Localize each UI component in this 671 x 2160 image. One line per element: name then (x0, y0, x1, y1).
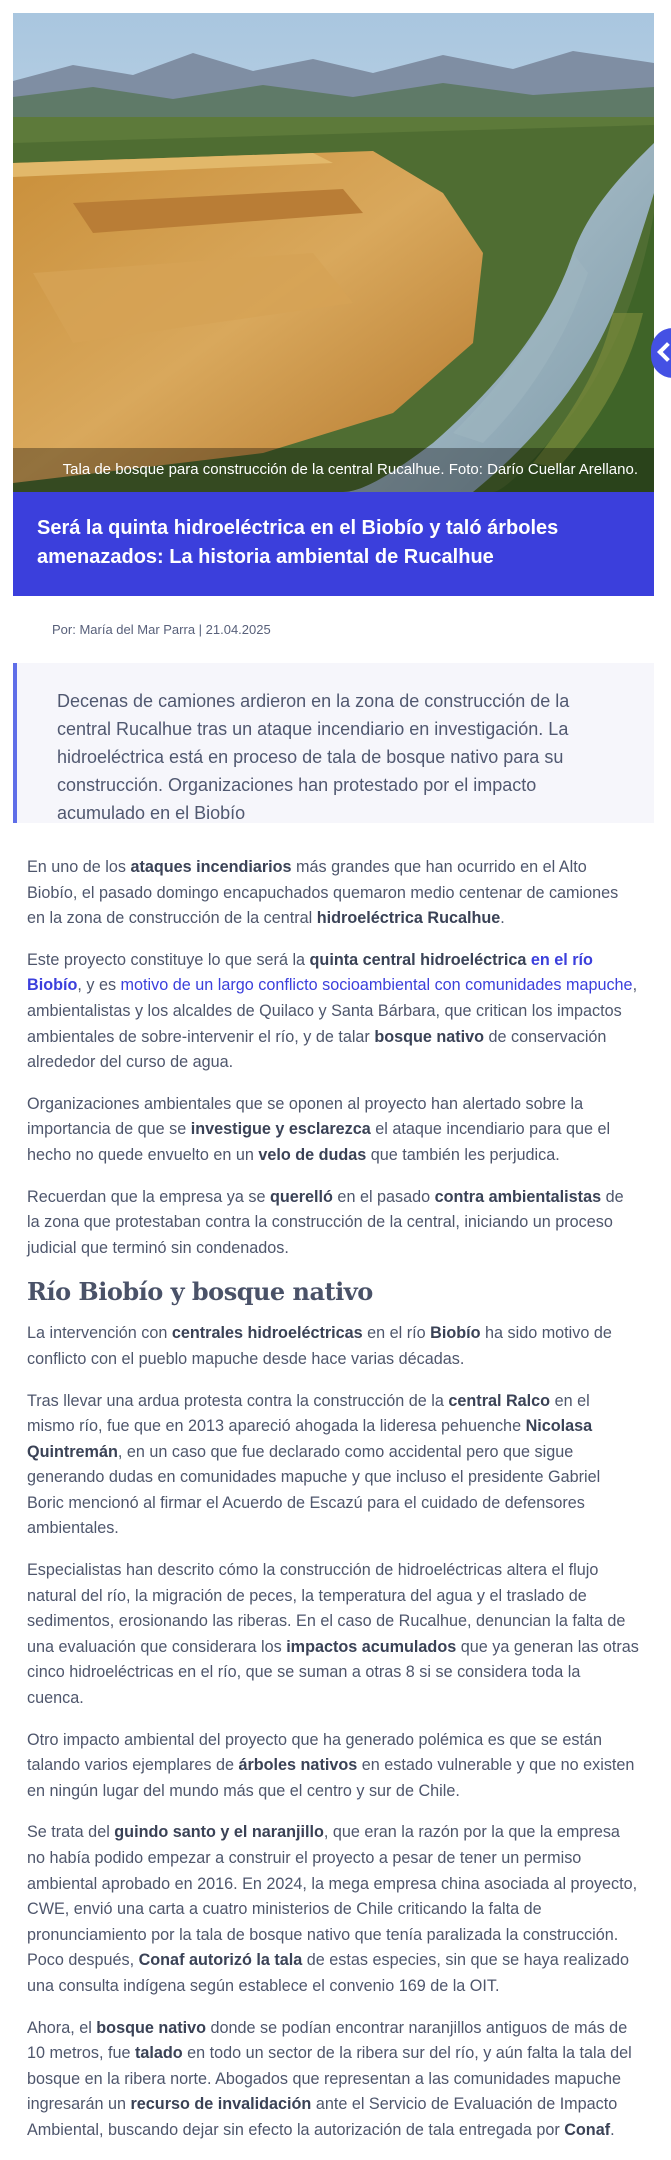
paragraph-5: La intervención con centrales hidroeléctricas en el río Biobío ha sido motivo de conflicto con el pueblo mapuche desde hace varias décadas. (27, 1324, 612, 1368)
paragraph-8: Otro impacto ambiental del proyecto que ha generado polémica es que se están talando varios ejemplares de árboles nativos en estado vulnerable y que no existen en ningún lugar del mundo más que el centro y sur de Chile. (27, 1730, 635, 1800)
link-conflicto-socioambiental[interactable]: motivo de un largo conflicto socioambiental con comunidades mapuche (120, 976, 633, 995)
floating-share-button[interactable] (651, 328, 671, 378)
article-lead (13, 663, 654, 823)
paragraph-4: Recuerdan que la empresa ya se querelló en el pasado contra ambientalistas de la zona que protestaban contra la construcción de la central, iniciando un proceso judicial que terminó sin condenados. (27, 1187, 624, 1257)
paragraph-7: Especialistas han descrito cómo la construcción de hidroeléctricas altera el flujo natural del río, la migración de peces, la temperatura del agua y el traslado de sedimentos, erosionando las riberas. En el caso de Rucalhue, denuncian la falta de una evaluación que considerara los impactos acumulados que ya generan las otras cinco hidroeléctricas en el río, que se suman a otras 8 si se considera toda la cuenca. (27, 1561, 639, 1708)
lead-text: Decenas de camiones ardieron en la zona de construcción de la central Rucalhue tras un ataque incendiario en investigación. La hidroeléctrica está en proceso de tala de bosque nativo para su construcción. Organizaciones han protestado por el impacto acumulado en el Biobío (57, 691, 570, 823)
section-heading: Río Biobío y bosque nativo (27, 1277, 373, 1307)
article-byline: Por: María del Mar Parra | 21.04.2025 (52, 622, 271, 637)
article-body (27, 855, 639, 2160)
chevron-left-icon (657, 342, 671, 362)
paragraph-9: Se trata del guindo santo y el naranjillo, que eran la razón por la que la empresa no había podido empezar a construir el proyecto a pesar de tener un permiso ambiental aprobado en 2016. En 2024, la mega empresa china asociada al proyecto, CWE, envió una carta a cuatro ministerios de Chile criticando la falta de pronunciamiento por la tala de bosque nativo que tenía paralizada la construcción. Poco después, Conaf autorizó la tala de estas especies, sin que se haya realizado una consulta indígena según establece el convenio 169 de la OIT. (27, 1823, 638, 1995)
article-title: Será la quinta hidroeléctrica en el Biobío y taló árboles amenazados: La historia ambiental de Rucalhue (37, 517, 559, 568)
paragraph-1: En uno de los ataques incendiarios más grandes que han ocurrido en el Alto Biobío, el pasado domingo encapuchados quemaron medio centenar de camiones en la zona de construcción de la central hidroeléctrica Rucalhue. (27, 858, 619, 928)
paragraph-2: Este proyecto constituye lo que será la quinta central hidroeléctrica en el río Biobío, y es motivo de un largo conflicto socioambiental con comunidades mapuche, ambientalistas y los alcaldes de Quilaco y Santa Bárbara, que critican los impactos ambientales de sobre-intervenir el río, y de talar bosque nativo de conservación alrededor del curso de agua. (27, 950, 638, 1072)
hero-image (13, 13, 654, 492)
photo-caption: Tala de bosque para construcción de la central Rucalhue. Foto: Darío Cuellar Arellano. (13, 448, 654, 492)
headline-banner (13, 492, 654, 596)
paragraph-10: Ahora, el bosque nativo donde se podían encontrar naranjillos antiguos de más de 10 metros, fue talado en todo un sector de la ribera sur del río, y aún falta la tala del bosque en la ribera norte. Abogados que representan a las comunidades mapuche ingresarán un recurso de invalidación ante el Servicio de Evaluación de Impacto Ambiental, buscando dejar sin efecto la autorización de tala entregada por Conaf. (27, 2018, 632, 2139)
paragraph-3: Organizaciones ambientales que se oponen al proyecto han alertado sobre la importancia de que se investigue y esclarezca el ataque incendiario para que el hecho no quede envuelto en un velo de dudas que también les perjudica. (27, 1094, 611, 1164)
hero-photo (13, 13, 654, 492)
paragraph-6: Tras llevar una ardua protesta contra la construcción de la central Ralco en el mismo río, fue que en 2013 apareció ahogada la lideresa pehuenche Nicolasa Quintremán, en un caso que fue declarado como accidental pero que sigue generando dudas en comunidades mapuche y que incluso el presidente Gabriel Boric mencionó al firmar el Acuerdo de Escazú para el cuidado de defensores ambientales. (27, 1391, 601, 1538)
link-rio-biobio[interactable]: en el río Biobío (27, 950, 593, 995)
